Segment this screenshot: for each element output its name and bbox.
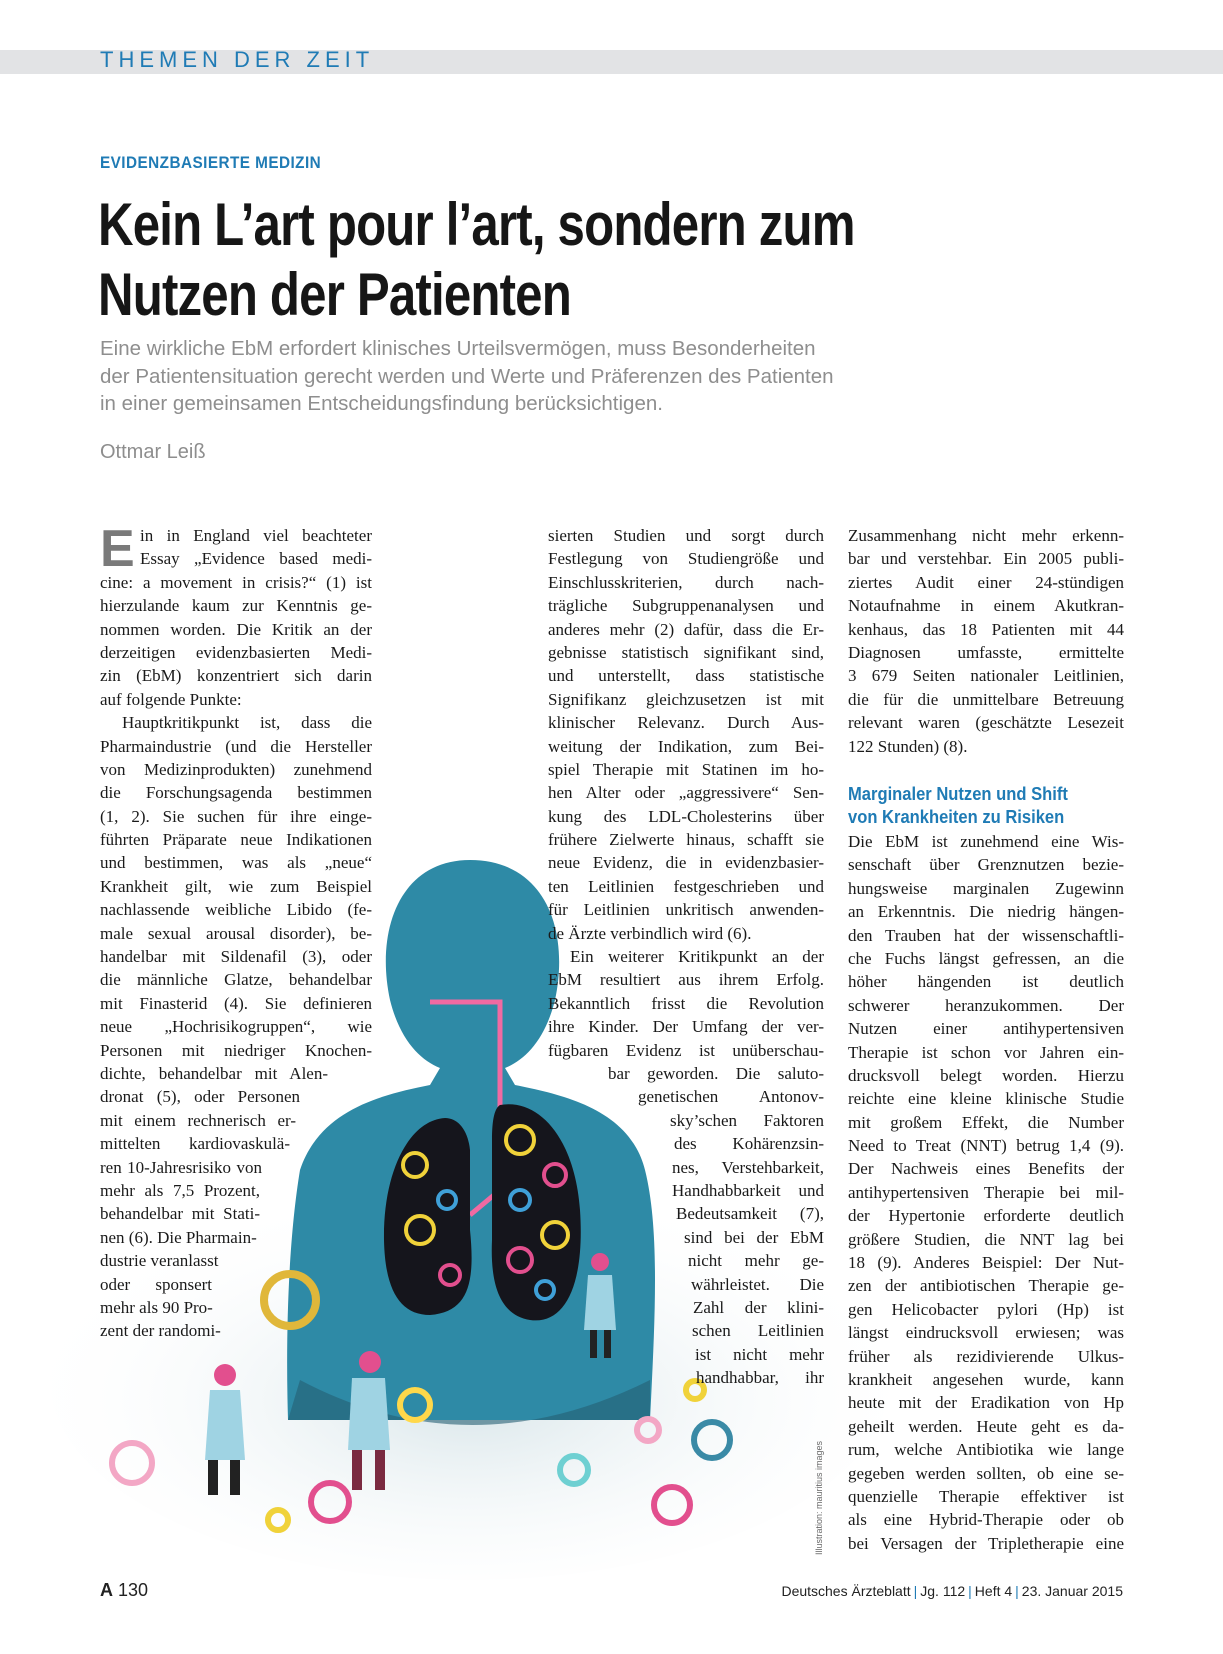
- text-line: relevant waren (geschätzte Lesezeit: [848, 713, 1124, 733]
- text-line: hungsweise marginalen Zugewinn: [848, 878, 1124, 898]
- text-line: dronat (5), oder Personen: [100, 1087, 300, 1107]
- text-line: Einschlusskriterien, durch nach-: [548, 572, 824, 592]
- text-line: früher als rezidivierende Ulkus-: [848, 1346, 1124, 1366]
- text-line: Zahl der klini-: [693, 1297, 824, 1317]
- journal-issue: Heft 4: [974, 1583, 1013, 1599]
- text-line: Therapie ist schon vor Jahren ein-: [848, 1042, 1124, 1062]
- headline-line: Nutzen der Patienten: [98, 261, 571, 328]
- text-line: dichte, behandelbar mit Alen-: [100, 1063, 328, 1083]
- text-line: sky’schen Faktoren: [670, 1110, 824, 1130]
- text-line: male sexual arousal disorder), be-: [100, 923, 372, 943]
- article-subheading: [848, 783, 1106, 830]
- text-line: auf folgende Punkte:: [100, 689, 242, 709]
- text-line: antihypertensiven Therapie bei mil-: [848, 1182, 1124, 1202]
- text-line: bar geworden. Die saluto-: [608, 1063, 824, 1083]
- text-line: kung des LDL-Cholesterins über: [548, 806, 824, 826]
- text-line: nes, Verstehbarkeit,: [672, 1157, 824, 1177]
- text-line: mehr als 90 Pro-: [100, 1297, 213, 1317]
- article-author: Ottmar Leiß: [100, 441, 206, 463]
- text-line: Nutzen einer antihypertensiven: [848, 1019, 1124, 1039]
- text-line: drucksvoll belegt worden. Hierzu: [848, 1065, 1124, 1085]
- text-line: de Ärzte verbindlich wird (6).: [548, 923, 752, 943]
- text-line: Personen mit niedriger Knochen-: [100, 1040, 372, 1060]
- column-3: [848, 524, 1124, 758]
- text-line: höher hängenden ist deutlich: [848, 972, 1124, 992]
- text-line: zen der antibiotischen Therapie ge-: [848, 1276, 1124, 1296]
- text-line: den Trauben hat der wissenschaftli-: [848, 925, 1124, 945]
- text-line: ihre Kinder. Der Umfang der ver-: [548, 1017, 824, 1037]
- section-header: THEMEN DER ZEIT: [100, 47, 375, 72]
- text-line: quenzielle Therapie effektiver ist: [848, 1486, 1124, 1506]
- page-prefix: A: [100, 1580, 113, 1600]
- text-line: schen Leitlinien: [692, 1321, 824, 1341]
- text-line: sierten Studien und sorgt durch: [548, 526, 824, 545]
- text-line: reichte eine kleine klinische Studie: [848, 1089, 1124, 1109]
- text-line: in in England viel beachteter: [140, 526, 372, 545]
- text-line: führten Präparate neue Indikationen: [100, 830, 372, 850]
- text-line: längst eindrucksvoll erwiesen; was: [848, 1323, 1124, 1343]
- column-2: [548, 524, 824, 1389]
- text-line: und bestimmen, was als „neue“: [100, 853, 372, 873]
- text-line: Der Nachweis eines Benefits der: [848, 1159, 1124, 1179]
- text-line: mit Finasterid (4). Sie definieren: [100, 993, 372, 1013]
- text-line: frühere Zielwerte hinaus, schafft sie: [548, 830, 824, 850]
- text-line: Signifikanz gleichzusetzen ist mit: [548, 689, 824, 709]
- text-line: klinischer Relevanz. Durch Aus-: [548, 713, 824, 733]
- text-line: heute mit der Eradikation von Hp: [848, 1393, 1124, 1413]
- text-line: anderes mehr (2) dafür, dass die Er-: [548, 619, 824, 639]
- text-line: cine: a movement in crisis?“ (1) ist: [100, 572, 372, 592]
- text-line: des Kohärenzsin-: [674, 1134, 824, 1154]
- text-line: hen Alter oder „aggressivere“ Sen-: [548, 783, 824, 803]
- text-line: krankheit angesehen wurde, kann: [848, 1369, 1124, 1389]
- text-line: behandelbar mit Stati-: [100, 1204, 260, 1224]
- text-line: an Erkenntnis. Die niedrig hängen-: [848, 902, 1124, 922]
- text-line: gen Helicobacter pylori (Hp) ist: [848, 1299, 1124, 1319]
- text-line: 3 679 Seiten nationaler Leitlinien,: [848, 666, 1124, 686]
- standfirst-line: der Patientensituation gerecht werden und Werte und Präferenzen des Patienten: [100, 364, 834, 388]
- subheading-line: Marginaler Nutzen und Shift: [848, 784, 1068, 804]
- page-number-value: 130: [118, 1580, 149, 1600]
- text-line: ist nicht mehr: [695, 1344, 824, 1364]
- text-line: für Leitlinien unkritisch anwenden-: [548, 900, 824, 920]
- text-line: und unterstellt, dass statistische: [548, 666, 824, 686]
- journal-volume: Jg. 112: [920, 1583, 966, 1599]
- column-1: [100, 520, 372, 1343]
- text-line: Krankheit gilt, wie zum Beispiel: [100, 876, 372, 896]
- text-line: gegeben werden sollten, ob eine se-: [848, 1463, 1124, 1483]
- text-line: ziertes Audit einer 24-stündigen: [848, 572, 1124, 592]
- text-line: Notaufnahme in einem Akutkran-: [848, 596, 1124, 616]
- text-line: Handhabbarkeit und: [672, 1180, 824, 1200]
- text-line: rum, welche Antibiotika wie lange: [848, 1440, 1124, 1460]
- text-line: Diagnosen umfasste, ermittelte: [848, 642, 1124, 662]
- text-line: die für die unmittelbare Betreuung: [848, 689, 1124, 709]
- headline-line: Kein L’art pour l’art, sondern zum: [98, 191, 855, 258]
- footer-separator: |: [1015, 1583, 1019, 1599]
- text-line: nen (6). Die Pharmain-: [100, 1227, 257, 1247]
- text-line: nommen worden. Die Kritik an der: [100, 619, 372, 639]
- text-line: spiel Therapie mit Statinen im ho-: [548, 759, 824, 779]
- text-line: nachlassende weibliche Libido (fe-: [100, 900, 372, 920]
- article-kicker: EVIDENZBASIERTE MEDIZIN: [100, 153, 322, 172]
- text-line: von Medizinprodukten) zunehmend: [100, 759, 372, 779]
- drop-cap: E: [100, 520, 135, 578]
- text-line: trägliche Subgruppenanalysen und: [548, 596, 824, 616]
- text-line: zin (EbM) konzentriert sich darin: [100, 666, 372, 686]
- text-line: ten Leitlinien festgeschrieben und: [548, 876, 824, 896]
- text-line: bar und verstehbar. Ein 2005 publi-: [848, 549, 1124, 569]
- text-line: dustrie veranlasst: [100, 1251, 219, 1271]
- text-line: oder sponsert: [100, 1274, 212, 1294]
- text-line: derzeitigen evidenzbasierten Medi-: [100, 642, 372, 662]
- text-line: nicht mehr ge-: [688, 1251, 824, 1271]
- text-line: Need to Treat (NNT) betrug 1,4 (9).: [848, 1136, 1124, 1156]
- text-line: genetischen Antonov-: [638, 1087, 824, 1107]
- text-line: mehr als 7,5 Prozent,: [100, 1180, 260, 1200]
- text-line: gebnisse statistisch signifikant sind,: [548, 642, 824, 662]
- text-line: mit großem Effekt, die Number: [848, 1112, 1124, 1132]
- text-line: schwerer heranzukommen. Der: [848, 995, 1124, 1015]
- journal-footer: [781, 1583, 1123, 1599]
- text-line: hierzulande kaum zur Kenntnis ge-: [100, 596, 372, 616]
- text-line: (1, 2). Sie suchen für ihre einge-: [100, 806, 372, 826]
- text-line: der Hypertonie erforderte deutlich: [848, 1206, 1124, 1226]
- journal-name: Deutsches Ärzteblatt: [781, 1583, 911, 1599]
- text-line: Hauptkritikpunkt ist, dass die: [122, 713, 372, 733]
- text-line: geheilt werden. Heute geht es da-: [848, 1416, 1124, 1436]
- text-line: mit einem rechnerisch er-: [100, 1110, 296, 1130]
- text-line: che Fuchs längst gefressen, an die: [848, 948, 1124, 968]
- text-line: Essay „Evidence based medi-: [140, 549, 372, 569]
- text-line: Festlegung von Studiengröße und: [548, 549, 824, 569]
- text-line: Die EbM ist zunehmend eine Wis-: [848, 832, 1124, 851]
- text-line: ren 10-Jahresrisiko von: [100, 1157, 262, 1177]
- text-line: 18 (9). Anderes Beispiel: Der Nut-: [848, 1253, 1124, 1273]
- footer-separator: |: [968, 1583, 972, 1599]
- text-line: Bedeutsamkeit (7),: [676, 1204, 824, 1224]
- text-line: fügbaren Evidenz ist unüberschau-: [548, 1040, 824, 1060]
- text-line: handelbar mit Sildenafil (3), oder: [100, 947, 372, 967]
- text-line: die männliche Glatze, behandelbar: [100, 970, 372, 990]
- text-line: Bekanntlich frisst die Revolution: [548, 993, 824, 1013]
- footer-separator: |: [913, 1583, 918, 1599]
- text-line: zent der randomi-: [100, 1321, 221, 1341]
- text-line: senschaft über Grenznutzen bezie-: [848, 855, 1124, 875]
- text-line: Zusammenhang nicht mehr erkenn-: [848, 526, 1124, 545]
- text-line: kenhaus, das 18 Patienten mit 44: [848, 619, 1124, 639]
- standfirst-line: Eine wirkliche EbM erfordert klinisches Urteilsvermögen, muss Besonderheiten: [100, 337, 816, 360]
- subheading-line: von Krankheiten zu Risiken: [848, 807, 1065, 828]
- text-line: 122 Stunden) (8).: [848, 736, 968, 756]
- image-credit: Illustration: mauritius images: [814, 1440, 824, 1555]
- text-line: Pharmaindustrie (und die Hersteller: [100, 736, 372, 756]
- text-line: als eine Hybrid-Therapie oder ob: [848, 1510, 1124, 1530]
- journal-date: 23. Januar 2015: [1021, 1583, 1123, 1599]
- text-line: währleistet. Die: [691, 1274, 824, 1294]
- text-line: handhabbar, ihr: [696, 1368, 824, 1388]
- text-line: EbM resultiert aus ihrem Erfolg.: [548, 970, 824, 990]
- text-line: mittelten kardiovaskulä-: [100, 1134, 290, 1154]
- text-line: größere Studien, die NNT lag bei: [848, 1229, 1124, 1249]
- text-line: sind bei der EbM: [684, 1227, 824, 1247]
- text-line: neue „Hochrisikogruppen“, wie: [100, 1017, 372, 1037]
- text-line: Ein weiterer Kritikpunkt an der: [570, 947, 824, 967]
- text-line: weitung der Indikation, zum Bei-: [548, 736, 824, 756]
- page-number: [100, 1580, 148, 1601]
- text-line: neue Evidenz, die in evidenzbasier-: [548, 853, 824, 873]
- text-line: bei Versagen der Tripletherapie eine: [848, 1533, 1124, 1553]
- text-line: die Forschungsagenda bestimmen: [100, 783, 372, 803]
- standfirst-line: in einer gemeinsamen Entscheidungsfindung berücksichtigen.: [100, 392, 663, 415]
- column-3-continued: [848, 830, 1124, 1555]
